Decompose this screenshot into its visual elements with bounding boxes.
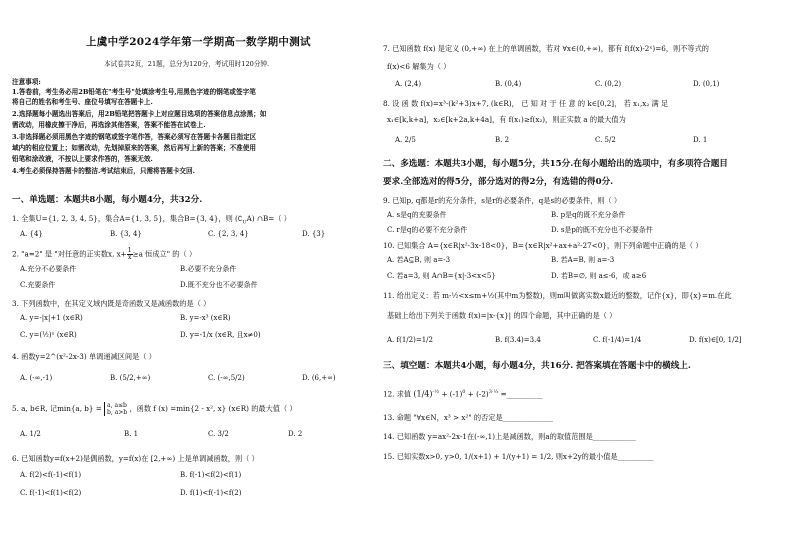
q9-option-b: B. p是q的既不充分条件 [551,211,626,219]
q7-option-d: D. (0,1) [693,80,720,88]
q8-option-c: C. 5/2 [595,136,616,144]
q2-option-c: C.充要条件 [20,281,56,289]
q6-option-a: A. f(2)<f(-1)<f(1) [20,471,82,479]
q4-option-b: B. (5/2,+∞) [110,374,151,382]
q2-option-a: A.充分不必要条件 [20,265,77,273]
section3-heading: 三、填空题：本题共4小题，每小题4分，共16分. 把答案填在答题卡中的横线上. [383,361,691,371]
q14-stem: 14. 已知函数 y=ax²-2x-1在(-∞,1)上是减函数，则a的取值范围是____________ [383,432,636,441]
q4-option-c: C. (-∞,5/2) [208,374,245,382]
q1-option-c: C. {2, 3, 4} [208,230,249,238]
q8-stem-2: x₁∈[k,k+a]，x₂∈[k+2a,k+4a]，有 f(x₁)≥f(x₂)，则正实数 a 的最大值为 [387,115,626,124]
q11-option-d: D. f(x)∈[0, 1/2] [689,336,742,344]
q5-option-b: B. 1 [124,430,139,438]
q8-option-d: D. 1 [693,136,708,144]
q3-stem: 3. 下列函数中，在其定义域内既是奇函数又是减函数的是（ ） [12,299,211,308]
q9-option-d: D. s是p的既不充分也不必要条件 [551,226,653,234]
q15-stem: 15. 已知实数x>0, y>0, 1/(x+1) + 1/(y+1) = 1/2, 则x+2y的最小值是__________ [383,452,654,461]
section2-heading-2: 要求.全部选对的得5分，部分选对的得2分，有选错的得0分. [383,177,614,187]
q2-option-d: D.既不充分也不必要条件 [180,281,258,289]
q11-stem-2: 基础上给出下列关于函数 f(x)=|x-{x}| 的四个命题，其中正确的是（ ） [387,311,617,320]
q7-option-b: B. (0,4) [495,80,522,88]
exam-subtitle: 本试卷共2页，21题，总分为120分，考试用时120分钟. [104,60,270,68]
section2-heading-1: 二、多选题：本题共3小题，每小题5分，共15分.在每小题给出的选项中，有多项符合题目 [383,159,728,169]
q11-option-b: B. f(3.4)=3.4 [495,336,541,344]
q7-option-a: A. (2,4) [395,80,422,88]
notice-line: 1.答卷前，考生务必用2B铅笔在"考生号"处填涂考生号,用黑色字迹的钢笔或签字笔 [12,88,256,96]
q7-stem-2: f(x)<6 解集为（ ） [387,62,451,71]
q1-option-a: A. {4} [20,230,43,238]
q4-option-d: D. (6,+∞) [302,374,336,382]
q5-case-2: b, a>b [107,409,128,416]
q10-stem: 10. 已知集合 A={x∈R|x²-3x-18<0}，B={x∈R|x²+ax+a²-27<0}，则下列命题中正确的是（ ） [383,241,703,250]
notice-line: 4.考生必须保持答题卡的整洁.考试结束后，只需将答题卡交回. [12,167,195,175]
q5-option-c: C. 3/2 [208,430,229,438]
q5-option-d: D. 2 [288,430,303,438]
exam-title: 上虞中学2024学年第一学期高一数学期中测试 [86,36,311,48]
q3-option-b: B. y=-x³ (x∈R) [180,314,231,322]
notice-line: 铅笔和涂改液，不按以上要求作答的，答案无效. [12,155,153,163]
q9-stem: 9. 已知p, q都是r的充分条件，s是r的必要条件，q是s的必要条件，则（ ） [383,196,622,205]
q5-option-a: A. 1/2 [20,430,41,438]
notice-heading: 注意事项: [12,78,41,86]
notice-line: 域内的相应位置上；如需改动，先划掉原来的答案，然后再写上新的答案；不准使用 [12,144,256,152]
q6-stem: 6. 已知函数y=f(x+2)是偶函数，y=f(x)在 [2,+∞) 上是单调减函数，则（ ） [12,454,259,463]
q10-option-b: B. 若A=B, 则 a=-3 [551,256,615,264]
q9-option-a: A. s是q的充要条件 [387,211,447,219]
q12-stem: 12. 求值 $(1/4)^{-\frac{1}{2}} + (-1)^0 + (-2)^{3\cdot\frac{1}{3}}$ =__________ [383,389,543,399]
q1-option-d: D. {3} [302,230,326,238]
q10-option-d: D. 若B=∅, 则 a≤-6，或 a≥6 [551,272,647,280]
q4-stem: 4. 函数y=2^(x²-2x-3) 单调递减区间是（ ） [12,352,156,361]
q1-option-b: B. {3, 4} [110,230,142,238]
q3-option-d: D. y=-1/x (x∈R, 且x≠0) [180,331,261,339]
q3-option-c: C. y=(½)ˣ (x∈R) [20,331,77,339]
q10-option-c: C. 若a=3, 则 A∩B={x|-3<x<5} [387,272,496,280]
notice-line: 将自己的姓名和考生号、座位号填写在答题卡上. [12,98,153,106]
q11-option-a: A. f(1/2)=1/2 [387,336,433,344]
q3-option-a: A. y=-|x|+1 (x∈R) [20,314,83,322]
notice-line: 2.选择题每小题选出答案后，用2B铅笔把答题卡上对应题目选项的答案信息点涂黑；如 [12,110,267,118]
q6-option-b: B. f(-1)<f(2)<f(1) [180,471,242,479]
notice-line: 3.非选择题必须用黑色字迹的钢笔或签字笔作答，答案必须写在答题卡各题目指定区 [12,133,257,141]
q9-option-c: C. r是q的必要不充分条件 [387,226,468,234]
q8-stem: 8. 设 函 数 f(x)=x³-(k²+3)x+7, (k∈R)， 已 知 对 于 任 意 的 k∈[0,2]， 若 x₁,x₂ 满 足 [383,99,669,108]
q7-stem: 7. 已知函数 f(x) 是定义 (0,+∞) 在上的单调函数，若对 ∀x∈(0,+∞)，都有 f(f(x)-2ˣ)=6，则不等式的 [383,44,709,53]
q6-option-d: D. f(1)<f(-1)<f(2) [180,489,242,497]
q8-option-b: B. 2 [495,136,510,144]
q11-option-c: C. f(-1/4)=1/4 [593,336,642,344]
q5-stem: 5. a, b∈R, 记min{a, b} = a, a≤b b, a>b ，函数 f (x) =min{2 - x², x} (x∈R) 的最大值（ ） [12,402,297,416]
q2-option-b: B.必要不充分条件 [180,265,237,273]
q10-option-a: A. 若A⊆B, 则 a=-3 [387,256,451,264]
q8-option-a: A. 2/5 [395,136,416,144]
q5-case-1: a, a≤b [107,402,127,409]
q1-stem: 1. 全集U={1, 2, 3, 4, 5}，集合A={1, 3, 5}，集合B={3, 4}，则 $(∁_UA)$ ∩B=（ ） [12,214,291,226]
section1-heading: 一、单选题：本题共8小题，每小题4分，共32分. [12,195,203,205]
q6-option-c: C. f(-1)<f(1)<f(2) [20,489,82,497]
notice-line: 需改动，用橡皮擦干净后，再选涂其他答案，答案不能答在试卷上. [12,121,206,129]
q7-option-c: C. (0,2) [595,80,622,88]
q13-stem: 13. 命题 "∀x∈N，x³ > x²" 的否定是______________ [383,413,553,422]
q11-stem: 11. 给出定义：若 m-½<x≤m+½(其中m为整数)，则m叫做离实数x最近的整数，记作{x}，即{x}=m.在此 [383,291,732,300]
q4-option-a: A. (-∞,-1) [20,374,53,382]
q2-stem: 2. "a=2" 是 "对任意的正实数x, x+ $\frac{1}{x}$ ≥a 恒成立" 的（ ） [12,247,197,261]
